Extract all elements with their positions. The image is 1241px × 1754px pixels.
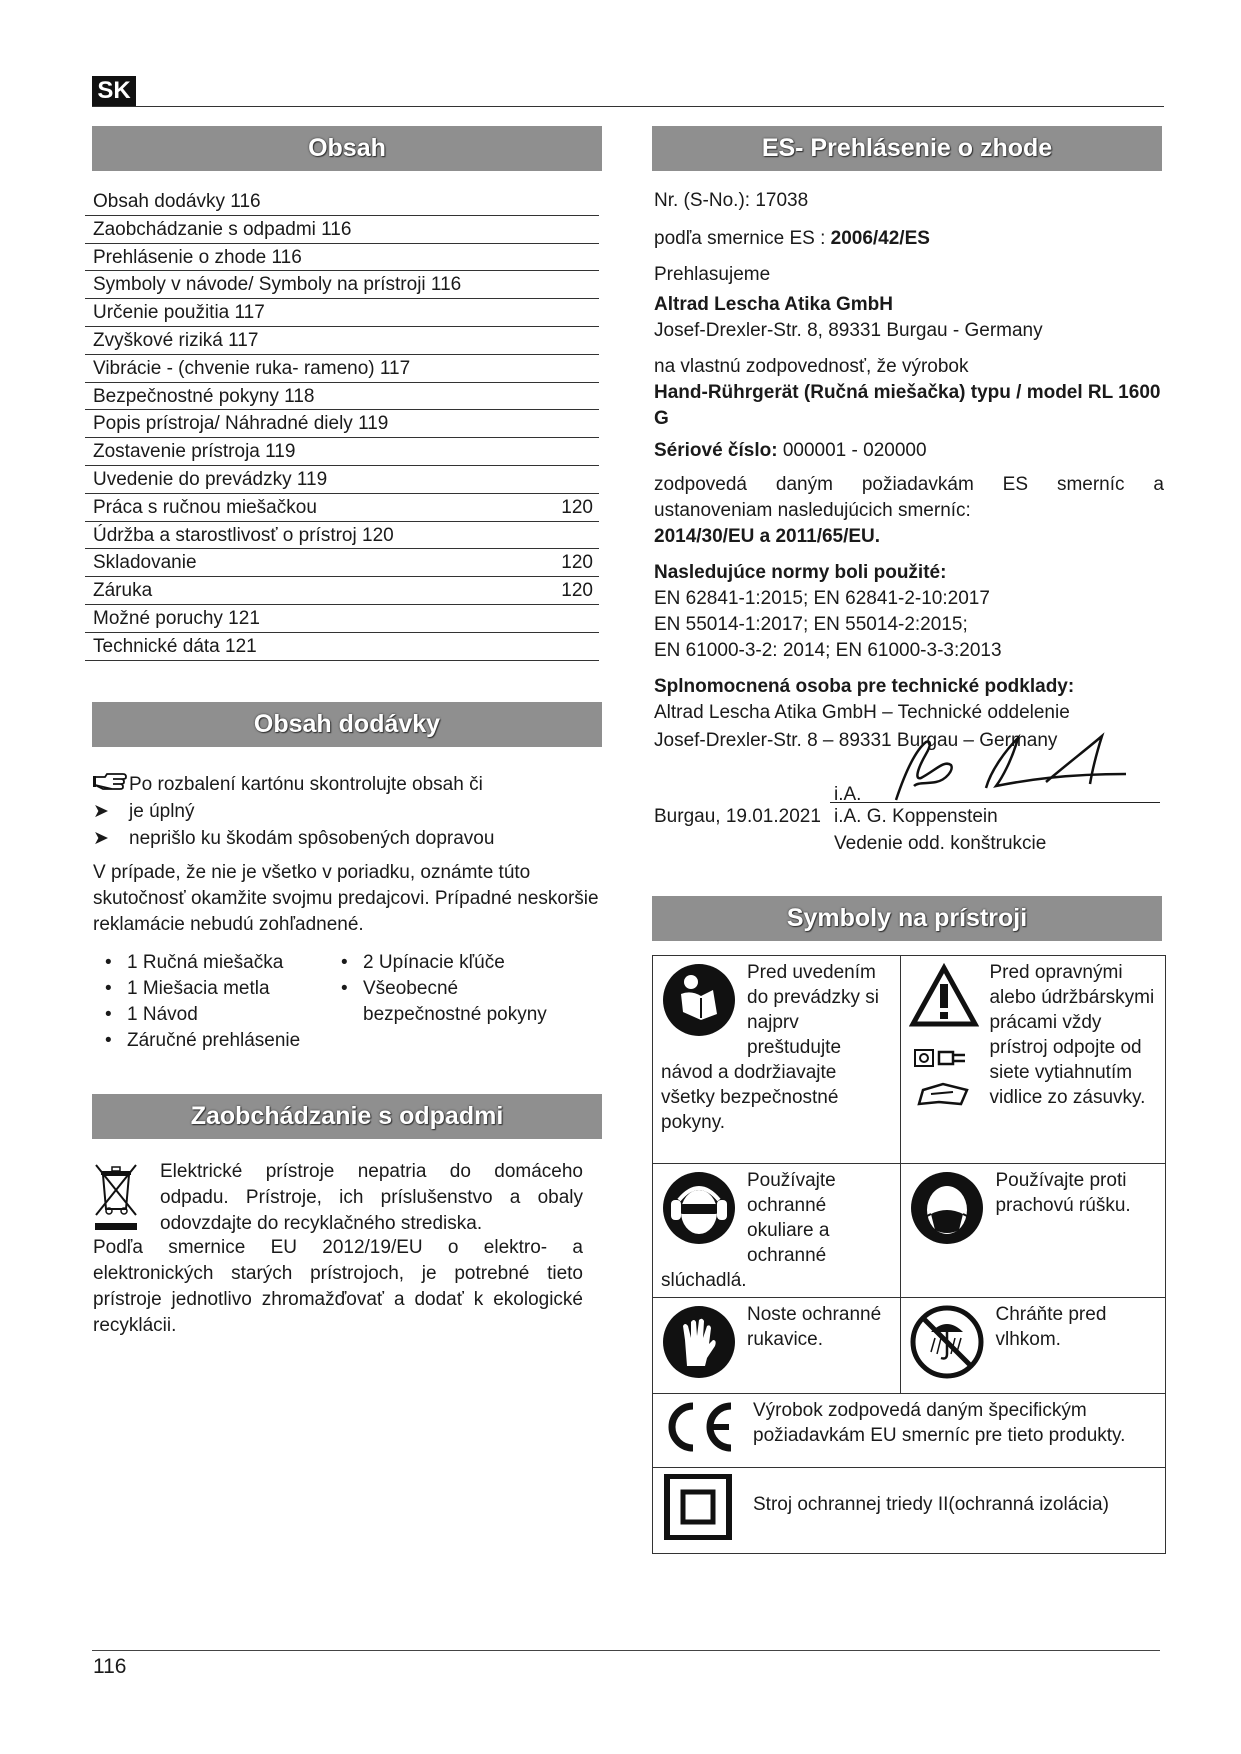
dust-mask-text: Používajte proti prachovú rúšku. bbox=[995, 1170, 1131, 1216]
signer-name: i.A. G. Koppenstein bbox=[834, 806, 998, 827]
symbol-cell bbox=[653, 956, 901, 1164]
serial-number: Nr. (S-No.): 17038 bbox=[654, 190, 809, 211]
toc-row[interactable]: Skladovanie 120 bbox=[85, 549, 599, 577]
waste-heading: Zaobchádzanie s odpadmi bbox=[92, 1094, 602, 1139]
delivery-heading: Obsah dodávky bbox=[92, 702, 602, 747]
toc-row[interactable]: Popis prístroja/ Náhradné diely 119 bbox=[85, 410, 599, 438]
toc-row[interactable]: Vibrácie - (chvenie ruka- rameno) 117 bbox=[85, 355, 599, 383]
signer-role: Vedenie odd. konštrukcie bbox=[834, 833, 1047, 854]
read-manual-icon bbox=[661, 962, 737, 1045]
gloves-text: Noste ochranné rukavice. bbox=[747, 1304, 882, 1350]
ia-label: i.A. bbox=[834, 784, 862, 805]
symbol-cell bbox=[901, 1164, 1166, 1298]
check-item: ➤ neprišlo ku škodám spôsobených dopravou bbox=[93, 825, 603, 852]
symbol-cell bbox=[901, 956, 1166, 1164]
norm-line: EN 61000-3-2: 2014; EN 61000-3-3:2013 bbox=[654, 640, 1002, 661]
toc-row[interactable]: Práca s ručnou miešačkou 120 bbox=[85, 494, 599, 522]
protection-class-2-icon bbox=[661, 1474, 737, 1547]
toc-row[interactable]: Prehlásenie o zhode 116 bbox=[85, 244, 599, 272]
toc-row[interactable]: Zvyškové riziká 117 bbox=[85, 327, 599, 355]
delivery-items bbox=[93, 950, 603, 1054]
symbols-heading: Symboly na prístroji bbox=[652, 896, 1162, 941]
toc-row[interactable]: Bezpečnostné pokyny 118 bbox=[85, 383, 599, 411]
no-moisture-icon bbox=[909, 1304, 985, 1387]
toc-row[interactable]: Možné poruchy 121 bbox=[85, 605, 599, 633]
toc-row[interactable]: Zaobchádzanie s odpadmi 116 bbox=[85, 216, 599, 244]
directives: 2014/30/EU a 2011/65/EU. bbox=[654, 526, 881, 547]
toc-row[interactable]: Určenie použitia 117 bbox=[85, 299, 599, 327]
declaration-section bbox=[654, 188, 1164, 754]
signature-image bbox=[826, 730, 1146, 805]
authorized-title: Splnomocnená osoba pre technické podklady: bbox=[654, 676, 1075, 697]
moisture-text: Chráňte pred vlhkom. bbox=[995, 1304, 1107, 1350]
toc-heading: Obsah bbox=[92, 126, 602, 171]
waste-text: Elektrické prístroje nepatria do domáceho odpadu. Prístroje, ich príslušenstvo a obaly odovzdajte do recyklačného strediska. bbox=[160, 1161, 583, 1234]
toc-row[interactable]: Údržba a starostlivosť o prístroj 120 bbox=[85, 522, 599, 550]
arrow-bullet-icon: ➤ bbox=[93, 828, 109, 849]
check-intro: Po rozbalení kartónu skontrolujte obsah či bbox=[93, 771, 603, 798]
list-item: • 1 Ručná miešačka bbox=[93, 950, 329, 976]
place-date: Burgau, 19.01.2021 bbox=[654, 806, 821, 827]
ce-text: Výrobok zodpovedá daným špecifickým požiadavkám EU smerníc pre tieto produkty. bbox=[753, 1400, 1126, 1446]
symbol-cell bbox=[653, 1298, 901, 1394]
read-manual-text: Pred uvedením do prevádzky si najprv preštudujte návod a dodržiavajte všetky bezpečnostné pokyny. bbox=[661, 962, 880, 1133]
table-of-contents bbox=[85, 188, 599, 661]
product-name: Hand-Rührgerät (Ručná miešačka) typu / model RL 1600 G bbox=[654, 382, 1161, 429]
toc-row[interactable]: Technické dáta 121 bbox=[85, 633, 599, 661]
language-badge: SK bbox=[92, 76, 136, 106]
symbol-cell bbox=[653, 1164, 901, 1298]
symbol-cell bbox=[901, 1298, 1166, 1394]
delivery-section bbox=[93, 771, 603, 1054]
list-item: • 1 Miešacia metla bbox=[93, 976, 329, 1002]
crossed-bin-icon bbox=[93, 1161, 139, 1237]
symbol-cell bbox=[653, 1468, 1166, 1554]
list-item: • 1 Návod bbox=[93, 1002, 329, 1028]
responsibility-text: na vlastnú zodpovednosť, že výrobok bbox=[654, 356, 969, 377]
list-item: • Záručné prehlásenie bbox=[93, 1028, 329, 1054]
norms-title: Nasledujúce normy boli použité: bbox=[654, 562, 947, 583]
authorized-address: Josef-Drexler-Str. 8 – 89331 Burgau – Germany bbox=[654, 730, 1058, 751]
waste-directive: Podľa smernice EU 2012/19/EU o elektro- a elektronických starých prístrojoch, je potrebné tieto prístroje jednotlivo zhromažďovať a dodať k ekologické recyklácii. bbox=[93, 1237, 583, 1336]
company-name: Altrad Lescha Atika GmbH bbox=[654, 294, 893, 315]
toc-row[interactable]: Obsah dodávky 116 bbox=[85, 188, 599, 216]
unplug-text: Pred opravnými alebo údržbárskymi prácami vždy prístroj odpojte od siete vytiahnutím vidlice zo zásuvky. bbox=[989, 962, 1155, 1108]
norm-line: EN 55014-1:2017; EN 55014-2:2015; bbox=[654, 614, 968, 635]
authorized-company: Altrad Lescha Atika GmbH – Technické oddelenie bbox=[654, 702, 1070, 723]
pointing-hand-icon bbox=[93, 771, 127, 801]
serial-range: Sériové číslo: 000001 - 020000 bbox=[654, 440, 927, 461]
gloves-icon bbox=[661, 1304, 737, 1387]
we-declare: Prehlasujeme bbox=[654, 264, 771, 285]
page-number: 116 bbox=[93, 1655, 127, 1678]
ce-mark-icon bbox=[661, 1400, 737, 1461]
symbol-cell bbox=[653, 1394, 1166, 1468]
delivery-note: V prípade, že nie je všetko v poriadku, oznámte túto skutočnosť okamžite svojmu predajcovi. Prípadné neskoršie reklamácie nebudú zohľadnené. bbox=[93, 862, 599, 935]
footer-rule bbox=[92, 1650, 1160, 1651]
header-rule bbox=[92, 106, 1164, 107]
goggles-ear-protection-icon bbox=[661, 1170, 737, 1253]
toc-row[interactable]: Uvedenie do prevádzky 119 bbox=[85, 466, 599, 494]
directive-line: podľa smernice ES : 2006/42/ES bbox=[654, 228, 930, 249]
toc-row[interactable]: Záruka 120 bbox=[85, 577, 599, 605]
class2-text: Stroj ochrannej triedy II(ochranná izolácia) bbox=[753, 1494, 1109, 1515]
list-item: • Všeobecné bezpečnostné pokyny bbox=[329, 976, 579, 1028]
goggles-text: Používajte ochranné okuliare a ochranné slúchadlá. bbox=[661, 1170, 836, 1291]
company-address: Josef-Drexler-Str. 8, 89331 Burgau - Germany bbox=[654, 320, 1043, 341]
symbols-table bbox=[652, 955, 1166, 1554]
signature-line bbox=[830, 802, 1160, 803]
toc-row[interactable]: Zostavenie prístroja 119 bbox=[85, 438, 599, 466]
warning-unplug-icon bbox=[909, 962, 979, 1119]
list-item: • 2 Upínacie kľúče bbox=[329, 950, 579, 976]
conformity-text: zodpovedá daným požiadavkám ES smerníc a ustanoveniam nasledujúcich smerníc: bbox=[654, 474, 1164, 521]
arrow-bullet-icon: ➤ bbox=[93, 801, 109, 822]
check-item: ➤ je úplný bbox=[93, 798, 603, 825]
declaration-heading: ES- Prehlásenie o zhode bbox=[652, 126, 1162, 171]
waste-section bbox=[93, 1159, 583, 1339]
toc-row[interactable]: Symboly v návode/ Symboly na prístroji 116 bbox=[85, 271, 599, 299]
norm-line: EN 62841-1:2015; EN 62841-2-10:2017 bbox=[654, 588, 990, 609]
dust-mask-icon bbox=[909, 1170, 985, 1253]
